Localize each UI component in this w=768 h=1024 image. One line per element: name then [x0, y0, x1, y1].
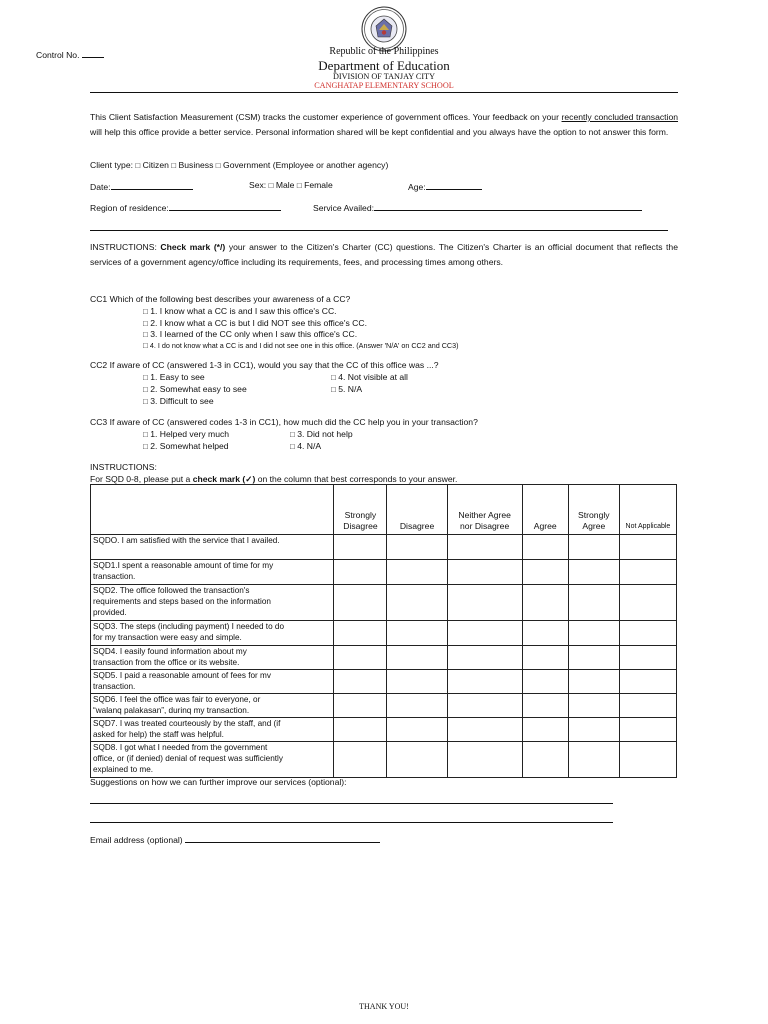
rating-cell[interactable] [619, 694, 676, 718]
email-blank[interactable] [185, 833, 380, 843]
question-line: SQD3. The steps (including payment) I needed to do [93, 622, 285, 631]
question-line: SQDO. I am satisfied with the service that I availed. [93, 536, 280, 545]
sqd0-question [91, 535, 334, 560]
question-line: provided. [93, 608, 127, 618]
checkbox-government[interactable]: □ [215, 161, 221, 170]
option-text: 1. Helped very much [150, 429, 230, 439]
rating-cell[interactable] [447, 670, 522, 694]
intro-text-1: This Client Satisfaction Measurement (CSM) tracks the customer experience of government offices. Your feedback on your [90, 112, 562, 122]
rating-cell[interactable] [447, 621, 522, 646]
rating-cell[interactable] [387, 742, 447, 778]
sex-female: Female [304, 180, 333, 190]
client-type-business: Business [178, 160, 214, 170]
rating-cell[interactable] [619, 535, 676, 560]
checkbox-business[interactable]: □ [171, 161, 177, 170]
option-text: 1. I know what a CC is and I saw this office's CC. [150, 306, 337, 316]
service-continuation-line[interactable] [90, 230, 668, 231]
service-blank[interactable] [374, 201, 642, 211]
question-line: SQD8. I got what I needed from the government [93, 743, 268, 752]
checkbox-icon[interactable]: □ [331, 385, 336, 394]
rating-cell[interactable] [447, 742, 522, 778]
rating-cell[interactable] [387, 718, 447, 742]
client-type-label: Client type: [90, 160, 133, 170]
rating-cell[interactable] [619, 742, 676, 778]
header-text: Not Applicable [625, 523, 671, 530]
header-text: Agree [533, 521, 557, 531]
cc1-question: CC1 Which of the following best describes your awareness of a CC? [90, 294, 351, 304]
rating-cell[interactable] [387, 646, 447, 670]
rating-cell[interactable] [568, 670, 619, 694]
region-field [90, 201, 281, 213]
table-row [91, 646, 677, 670]
table-row [91, 694, 677, 718]
header-strongly-agree [568, 485, 619, 535]
cc1-option-4[interactable] [143, 340, 458, 351]
sqd8-question [91, 742, 334, 778]
sqd-instructions-lead: For SQD 0-8, please put a [90, 474, 193, 484]
rating-cell[interactable] [387, 585, 447, 621]
sqd-instructions-title: INSTRUCTIONS: [90, 462, 157, 472]
question-line: transaction. [93, 682, 136, 692]
rating-cell[interactable] [619, 585, 676, 621]
rating-cell[interactable] [522, 560, 568, 585]
question-line: SQD1.I spent a reasonable amount of time for my [93, 561, 274, 570]
region-blank[interactable] [169, 201, 281, 211]
checkbox-icon[interactable]: □ [143, 341, 148, 350]
client-type-government: Government (Employee or another agency) [223, 160, 389, 170]
rating-cell[interactable] [447, 718, 522, 742]
rating-cell[interactable] [619, 646, 676, 670]
table-row [91, 585, 677, 621]
option-text: 2. Somewhat helped [150, 441, 229, 451]
question-line: “walanq palakasan”, durinq my transaction. [93, 706, 250, 716]
header-text: Neither Agree [458, 510, 511, 520]
sqd6-question [91, 694, 334, 718]
rating-cell[interactable] [334, 670, 387, 694]
rating-cell[interactable] [334, 694, 387, 718]
sqd7-question [91, 718, 334, 742]
rating-cell[interactable] [522, 718, 568, 742]
cc3-option-4[interactable] [290, 441, 321, 452]
rating-cell[interactable] [619, 560, 676, 585]
sqd-instructions-bold: check mark (✓) [192, 474, 256, 484]
option-text: 1. Easy to see [150, 372, 205, 382]
cc1-option-1[interactable] [143, 306, 337, 317]
header-text: Strongly [578, 510, 610, 520]
checkbox-icon[interactable]: □ [143, 430, 148, 439]
header-text: Agree [582, 521, 606, 531]
date-label: Date: [90, 182, 111, 192]
rating-cell[interactable] [568, 585, 619, 621]
question-line: explained to me. [93, 765, 154, 775]
question-line: SQD4. I easily found information about my [93, 647, 247, 656]
email-label: Email address (optional) [90, 835, 183, 845]
date-field [90, 180, 193, 192]
option-text: 2. Somewhat easy to see [150, 384, 247, 394]
cc2-option-4[interactable] [331, 372, 408, 383]
header-not-applicable [619, 485, 676, 535]
rating-cell[interactable] [387, 560, 447, 585]
rating-cell[interactable] [387, 670, 447, 694]
option-text: 4. Not visible at all [338, 372, 408, 382]
intro-underlined: recently concluded transaction [561, 112, 679, 122]
rating-cell[interactable] [568, 560, 619, 585]
table-row [91, 621, 677, 646]
sex-field [249, 180, 333, 190]
table-header-row [91, 485, 677, 535]
rating-cell[interactable] [387, 535, 447, 560]
header-text: Strongly [344, 510, 377, 520]
header-divider [90, 92, 678, 93]
header-strongly-disagree [334, 485, 387, 535]
header-text: nor Disagree [460, 521, 510, 531]
cc-instructions [90, 240, 678, 270]
intro-text-2: will help this office provide a better service. Personal information shared will be kept confidential and you always have the option to not answer this form. [90, 127, 669, 137]
cc3-option-3[interactable] [290, 429, 353, 440]
cc2-option-3[interactable] [143, 396, 214, 407]
question-line: SQD5. I paid a reasonable amount of fees for mv [93, 671, 271, 680]
rating-cell[interactable] [387, 621, 447, 646]
option-text: 3. I learned of the CC only when I saw this office's CC. [150, 329, 358, 339]
cc2-option-1[interactable] [143, 372, 205, 383]
option-text: 2. I know what a CC is but I did NOT see this office's CC. [150, 318, 367, 328]
option-text: 5. N/A [338, 384, 363, 394]
checkbox-male[interactable]: □ [268, 181, 274, 190]
rating-cell[interactable] [447, 585, 522, 621]
cc3-question: CC3 If aware of CC (answered codes 1-3 in CC1), how much did the CC help you in your transaction? [90, 417, 478, 427]
cc-instructions-bold: Check mark (*/) [160, 242, 226, 252]
sqd-instructions-rest: on the column that best corresponds to your answer. [255, 474, 458, 484]
sqd2-question [91, 585, 334, 621]
rating-cell[interactable] [334, 560, 387, 585]
rating-cell[interactable] [568, 718, 619, 742]
sqd5-question [91, 670, 334, 694]
question-line: for my transaction were easy and simple. [93, 633, 242, 643]
cc3-option-1[interactable] [143, 429, 229, 440]
checkbox-icon[interactable]: □ [290, 430, 295, 439]
age-label: Age: [408, 182, 426, 192]
rating-cell[interactable] [522, 621, 568, 646]
cc2-question: CC2 If aware of CC (answered 1-3 in CC1), would you say that the CC of this office was ...? [90, 360, 439, 370]
suggestions-line-1[interactable] [90, 803, 613, 804]
email-field [90, 833, 380, 845]
option-text: 4. I do not know what a CC is and I did not see one in this office. (Answer 'N/A' on CC2 and CC3) [149, 341, 459, 350]
service-field [313, 201, 642, 213]
question-line: transaction. [93, 572, 136, 582]
option-text: 3. Difficult to see [150, 396, 214, 406]
region-label: Region of residence: [90, 203, 169, 213]
rating-cell[interactable] [447, 646, 522, 670]
rating-cell[interactable] [619, 718, 676, 742]
service-label: Service Availed: [313, 203, 374, 213]
rating-cell[interactable] [447, 694, 522, 718]
school-name: CANGHATAP ELEMENTARY SCHOOL [314, 81, 454, 90]
rating-cell[interactable] [447, 535, 522, 560]
cc1-option-2[interactable] [143, 318, 367, 329]
checkbox-icon[interactable]: □ [143, 373, 148, 382]
cc-instructions-rest: your answer to the Citizen's Charter (CC) questions. The Citizen's Charter is an official document that reflects the services of a government agency/office including its requirements, fees, and processing times among others. [90, 242, 678, 267]
cc-instructions-lead: INSTRUCTIONS: [90, 242, 161, 252]
checkbox-icon[interactable]: □ [143, 330, 148, 339]
table-row [91, 560, 677, 585]
rating-cell[interactable] [568, 535, 619, 560]
sex-label: Sex: [249, 180, 267, 190]
checkbox-icon[interactable]: □ [143, 397, 148, 406]
rating-cell[interactable] [568, 646, 619, 670]
question-line: asked for help) the staff was helpful. [93, 730, 224, 740]
question-line: transaction from the office or its website. [93, 658, 240, 668]
checkbox-icon[interactable]: □ [290, 442, 295, 451]
question-line: SQD6. I feel the office was fair to everyone, or [93, 695, 261, 704]
rating-cell[interactable] [619, 670, 676, 694]
question-line: requirements and steps based on the information [93, 597, 271, 607]
rating-cell[interactable] [522, 585, 568, 621]
table-row [91, 742, 677, 778]
rating-cell[interactable] [334, 742, 387, 778]
sqd3-question [91, 621, 334, 646]
rating-cell[interactable] [334, 585, 387, 621]
question-line: SQD7. I was treated courteously by the staff, and (if [93, 719, 281, 728]
question-line: office, or (if denied) denial of request was sufficiently [93, 754, 283, 764]
checkbox-icon[interactable]: □ [143, 319, 148, 328]
checkbox-icon[interactable]: □ [143, 442, 148, 451]
cc2-option-5[interactable] [331, 384, 362, 395]
checkbox-citizen[interactable]: □ [135, 161, 141, 170]
intro-paragraph [90, 110, 678, 140]
suggestions-line-2[interactable] [90, 822, 613, 823]
republic-line: Republic of the Philippines [329, 46, 439, 57]
client-type-row [90, 160, 388, 170]
sqd4-question [91, 646, 334, 670]
rating-cell[interactable] [334, 646, 387, 670]
rating-cell[interactable] [334, 621, 387, 646]
date-blank[interactable] [111, 180, 193, 190]
thank-you: THANK YOU! [359, 1002, 409, 1011]
table-row [91, 718, 677, 742]
age-blank[interactable] [426, 180, 482, 190]
rating-cell[interactable] [334, 535, 387, 560]
header-disagree [387, 485, 447, 535]
header-agree [522, 485, 568, 535]
checkbox-icon[interactable]: □ [143, 307, 148, 316]
rating-cell[interactable] [522, 670, 568, 694]
cc2-option-2[interactable] [143, 384, 247, 395]
rating-cell[interactable] [522, 535, 568, 560]
checkbox-icon[interactable]: □ [331, 373, 336, 382]
question-line: SQD2. The office followed the transaction's [93, 586, 250, 595]
checkbox-female[interactable]: □ [296, 181, 302, 190]
age-field [408, 180, 482, 192]
table-row [91, 670, 677, 694]
client-type-citizen: Citizen [142, 160, 169, 170]
control-no-label: Control No. [36, 50, 80, 60]
header-text: Disagree [343, 521, 378, 531]
rating-cell[interactable] [522, 646, 568, 670]
option-text: 4. N/A [297, 441, 322, 451]
rating-cell[interactable] [568, 621, 619, 646]
checkbox-icon[interactable]: □ [143, 385, 148, 394]
table-row [91, 535, 677, 560]
rating-cell[interactable] [568, 694, 619, 718]
sex-male: Male [275, 180, 295, 190]
suggestions-label: Suggestions on how we can further improve our services (optional): [90, 777, 347, 787]
rating-cell[interactable] [334, 718, 387, 742]
cc1-option-3[interactable] [143, 329, 357, 340]
option-text: 3. Did not help [297, 429, 353, 439]
rating-cell[interactable] [522, 694, 568, 718]
header-text: Disagree [399, 521, 435, 531]
rating-cell[interactable] [522, 742, 568, 778]
sqd1-question [91, 560, 334, 585]
department-title: Department of Education [318, 58, 450, 73]
rating-cell[interactable] [568, 742, 619, 778]
sqd-rating-table [90, 484, 677, 778]
header-blank [91, 485, 334, 535]
rating-cell[interactable] [619, 621, 676, 646]
rating-cell[interactable] [447, 560, 522, 585]
cc3-option-2[interactable] [143, 441, 229, 452]
rating-cell[interactable] [387, 694, 447, 718]
header-neither [447, 485, 522, 535]
division-line: DIVISION OF TANJAY CITY [332, 72, 436, 81]
